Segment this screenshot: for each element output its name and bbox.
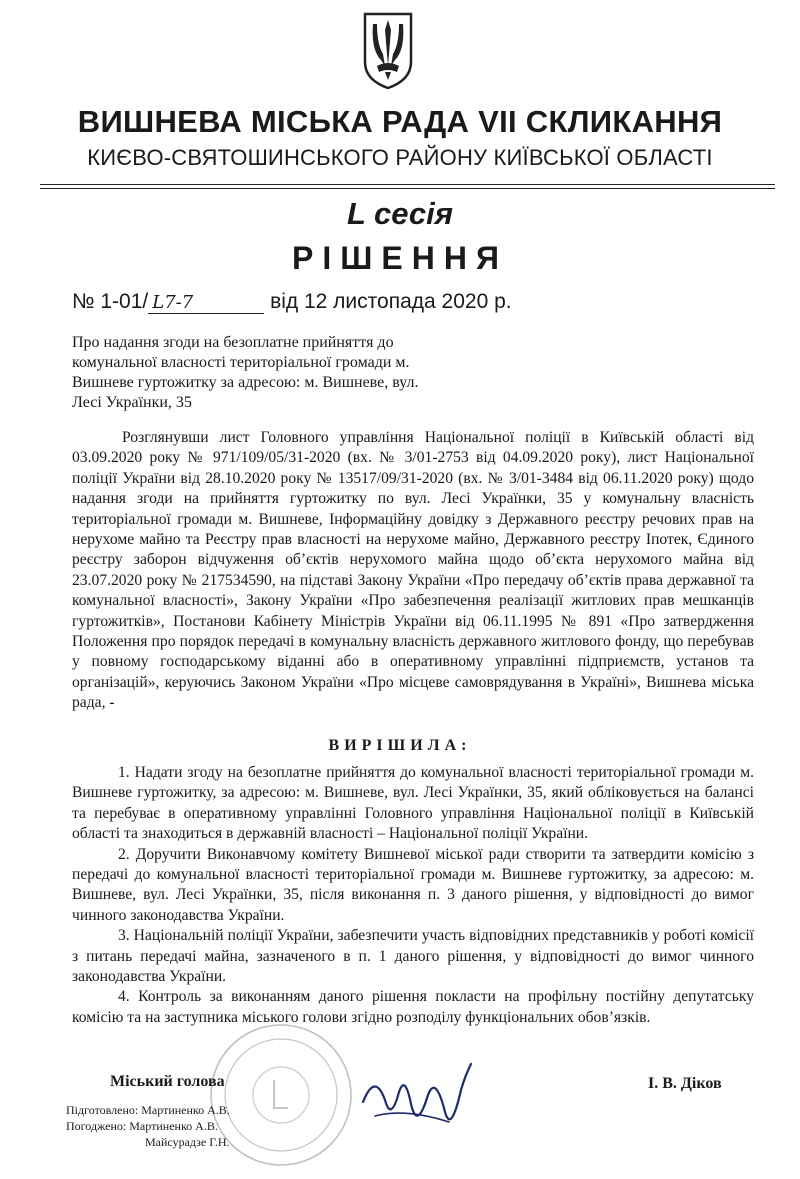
agreed-by-second: Майсурадзе Г.Н. <box>145 1135 230 1149</box>
session-title: L сесія <box>347 196 453 231</box>
resolution-item: 1. Надати згоду на безоплатне прийняття до комунальної власності територіальної громади м. Вишневе гуртожитку, за адресою: м. Вишневе, вул. Лесі Українки, 35, який обліковується на балансі та перебуває в оперативному управлінні Головного управління Національної поліції в Київській області та знаходиться в державній власності – Національної поліції України. <box>72 764 754 843</box>
preamble-paragraph: Розглянувши лист Головного управління Національної поліції в Київській області від 03.09.2020 року № 971/109/05/31-2020 (вх. № 3/01-2753 від 04.09.2020 року), лист Національної поліції України від 28.10.2020 року № 13517/09/31-2020 (вх. № 3/01-3484 від 06.11.2020 року) щодо надання згоди на прийняття гуртожитку по вул. Лесі Українки, 35 у комунальну власність територіальної громади м. Вишневе, Інформаційну довідку з Державного реєстру речових прав на нерухоме майно та Реєстру прав власності на нерухоме майно, Державного реєстру Іпотек, Єдиного реєстру заборон відчуження об’єктів нерухомого майна щодо об’єкта нерухомого майна від 23.07.2020 року № 217534590, на підставі Закону України «Про передачу об’єктів права державної та комунальної власності», Закону України «Про забезпечення реалізації житлових прав мешканців гуртожитків», Постанови Кабінету Міністрів України від 06.11.1995 № 891 «Про затвердження Положення про порядок передачі в комунальну власність державного житлового фонду, що перебував у повному господарському віданні або в оперативному управлінні підприємств, установ та організацій», керуючись Законом України «Про місцеве самоврядування в Україні», Вишнева міська рада, - <box>72 429 754 712</box>
decision-number-line <box>72 290 512 314</box>
signatory-name: І. В. Діков <box>648 1075 722 1092</box>
signatory-position: Міський голова <box>110 1073 225 1090</box>
resolution-item: 2. Доручити Виконавчому комітету Вишневої міської ради створити та затвердити комісію з передачі до комунальної власності територіальної громади м. Вишневе гуртожитку, за адресою: м. Вишневе, вул. Лесі Українки, 35, після виконання п. 3 даного рішення, у відповідності до вимог чинного законодавства України. <box>72 845 754 924</box>
header-divider-thin <box>40 188 775 189</box>
prepared-by: Підготовлено: Мартиненко А.В. <box>66 1103 230 1117</box>
council-name: ВИШНЕВА МІСЬКА РАДА VII СКЛИКАННЯ <box>77 104 723 139</box>
document-type: РІШЕННЯ <box>292 240 508 276</box>
resolution-item: 3. Національній поліції України, забезпечити участь відповідних представників у роботі комісії з питань передачі майна, зазначеного в п. 1 даного рішення, у відповідності до вимог чинного законодавства України. <box>72 927 754 986</box>
resolved-heading: ВИРІШИЛА: <box>328 737 472 754</box>
resolution-items <box>72 763 754 1028</box>
district-name: КИЄВО-СВЯТОШИНСЬКОГО РАЙОНУ КИЇВСЬКОЇ ОБЛАСТІ <box>87 145 713 170</box>
decision-date: від 12 листопада 2020 р. <box>270 290 512 313</box>
trident-coat-of-arms-icon <box>361 10 415 90</box>
header-divider <box>40 184 775 185</box>
handwritten-signature-icon <box>355 1052 475 1147</box>
decision-number-prefix: № 1-01/ <box>72 290 149 313</box>
resolution-item: 4. Контроль за виконанням даного рішення покласти на профільну постійну депутатську комісію та на заступника міського голови згідно розподілу функціональних обов’язків. <box>72 988 754 1026</box>
decision-subject: Про надання згоди на безоплатне прийняття до комунальної власності територіальної громади м. Вишневе гуртожитку за адресою: м. Вишневе, вул. Лесі Українки, 35 <box>72 334 419 411</box>
decision-number-handwritten: L7-7 <box>148 292 264 314</box>
agreed-by: Погоджено: Мартиненко А.В. <box>66 1119 218 1133</box>
